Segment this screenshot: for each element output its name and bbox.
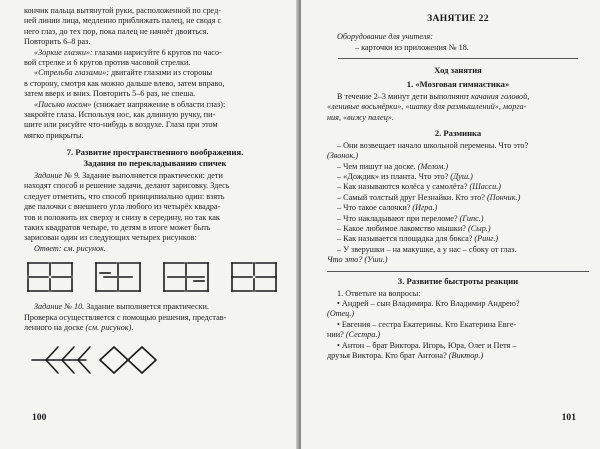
subsection-1-text: [327, 92, 589, 102]
text-line: зарисован один из следующих четырех рисунков:: [24, 233, 197, 243]
riddle-item: [327, 214, 589, 224]
text-line: две палочки с внешнего угла любого из четырёх квадра-: [24, 202, 221, 212]
exercise-text: (снижает напряжение в области глаз):: [91, 99, 226, 109]
bullet-answer: (Сестра.): [345, 330, 381, 340]
text-line: таких квадратов четыре, то детям в итоге может быть: [24, 222, 211, 232]
text-line: [327, 330, 589, 340]
text-fragment: друзья Виктора. Кто брат Антона?: [327, 350, 449, 360]
text-line: «ленивые восьмёрки», «шапку для размышлений», морга-: [327, 102, 527, 112]
right-page-content: [327, 6, 589, 361]
text-line: шите или рисуйте что-нибудь в воздухе. Глаза при этом: [24, 120, 218, 130]
equipment-item: – карточки из приложения № 18.: [355, 42, 469, 52]
riddle-answer: (Сыр.): [467, 224, 491, 234]
riddle-item: – Они возвещает начало школьной перемены. Что это?: [337, 140, 529, 150]
matchstick-figures: [24, 260, 286, 296]
riddle-question: – Какое любимое лакомство мышки?: [337, 224, 468, 234]
equipment-label: Оборудование для учителя:: [337, 32, 433, 42]
text-line: вой стрелке и 6 кругов против часовой стрелки.: [24, 58, 191, 68]
riddle-answer: (Ринг.): [474, 234, 499, 244]
task-10: [24, 302, 286, 312]
text-line: кончик пальца вытянутой руки, расположенной по сред-: [24, 6, 221, 15]
exercise-text: глазами нарисуйте 6 кругов по часо-: [92, 47, 222, 57]
matchstick-figure: [96, 263, 140, 291]
subsection-3-intro: 1. Ответьте на вопросы:: [337, 288, 421, 298]
text-line: Повторить 6–8 раз.: [24, 37, 91, 47]
matchstick-figure: [28, 263, 72, 291]
subsection-2-title: 2. Разминка: [434, 128, 482, 139]
bullet-item: • Евгения – сестра Екатерины. Кто Екатерина Евге-: [337, 319, 517, 329]
task-9-answer: Ответ: см. рисунок.: [34, 243, 106, 253]
riddle-answer: (Душ.): [450, 172, 473, 182]
riddle-question: – Самый толстый друг Незнайки. Кто это?: [337, 192, 487, 202]
riddle-answer: (Пончик.): [486, 192, 521, 202]
text-line: Проверка осуществляется с помощью решения, представ-: [24, 312, 227, 322]
text-line: находят способ и решение задачи, делают зарисовку. Здесь: [24, 181, 230, 191]
exercise-title: «Письмо носом»: [34, 99, 92, 109]
text-line: закройте глаза. Используя нос, как длинную ручку, пи-: [24, 110, 216, 120]
subsection-3-title: 3. Развитие быстроты реакции: [397, 275, 519, 286]
left-page: [0, 0, 298, 449]
exercise-pismo: [24, 100, 286, 110]
left-page-content: [24, 6, 286, 377]
bullet-answer: (Отец.): [327, 309, 355, 319]
text-fragment: ленного на доске: [24, 322, 86, 332]
task-label: Задание № 10.: [34, 302, 85, 312]
figure-reference: (см. рисунок): [85, 322, 132, 332]
riddle-question: – Чем пишут на доске.: [337, 161, 418, 171]
text-line: тов и положить их сверху и снизу в середину, но так как: [24, 212, 220, 222]
exercise-text: двигайте глазами из стороны: [108, 68, 213, 78]
riddles-list: [327, 141, 589, 266]
riddle-item: [327, 172, 589, 182]
page-number: 100: [32, 412, 47, 423]
task-text: Задание выполняется практически.: [84, 302, 209, 312]
riddle-item: [327, 203, 589, 213]
task-text: Задание выполняется практически: дети: [80, 170, 223, 180]
right-page: [301, 0, 600, 449]
riddle-item: [327, 162, 589, 172]
riddle-item: [327, 182, 589, 192]
exercise-strelba: [24, 68, 286, 78]
task-9: [24, 171, 286, 181]
riddle-item: – У зверушки – на макушке, а у нас – сбоку от глаз.: [337, 244, 517, 254]
text-line: затем вверх и вниз. Повторить 5–6 раз, не спеша.: [24, 89, 196, 99]
bullet-item: • Андрей – сын Владимира. Кто Владимир Андрею?: [337, 298, 520, 308]
lesson-title: ЗАНЯТИЕ 22: [427, 13, 489, 24]
arrows-figure: [24, 343, 286, 377]
matchstick-figure: [232, 263, 276, 291]
riddle-answer: (Шасси.): [469, 182, 501, 192]
matchstick-figure: [164, 263, 208, 291]
riddle-question: – Как называются колёса у самолёта?: [337, 182, 470, 192]
task-label: Задание № 9.: [34, 170, 81, 180]
bullet-item: • Антон – брат Виктора. Игорь, Юра, Олег и Петя –: [337, 340, 517, 350]
matchstick-squares-illustration: [24, 260, 286, 296]
riddle-answer: (Игра.): [412, 203, 438, 213]
course-title: Ход занятия: [434, 65, 482, 76]
section-heading-line: Задания по перекладыванию спичек: [83, 158, 227, 169]
divider: [338, 58, 578, 59]
text-line: [327, 351, 589, 361]
riddle-question: – «Дождик» из планта. Что это?: [337, 172, 451, 182]
bullet-answer: (Виктор.): [448, 350, 484, 360]
riddle-answer: (Гипс.): [459, 213, 484, 223]
text-line: следует отметить, что способ принципиально один: взять: [24, 191, 225, 201]
exercise-title: «Стрельба глазами»:: [34, 68, 109, 78]
text-line: мягко прикрыты.: [24, 130, 84, 140]
riddle-answer: (Мелом.): [417, 161, 449, 171]
riddle-question: – Как называется площадка для бокса?: [337, 234, 475, 244]
text-fragment: нии?: [327, 330, 346, 340]
riddle-answer: (Звонок.): [327, 151, 359, 161]
text-fragment: В течение 2–3 минут дети выполняют: [337, 91, 472, 101]
exercise-zorkie: [24, 48, 286, 58]
text-line: в сторону, смотря как можно дальше влево, затем вправо,: [24, 78, 225, 88]
divider: [327, 271, 589, 272]
exercise-title: «Зоркие глазки»:: [34, 47, 93, 57]
matchstick-arrows-illustration: [24, 343, 164, 377]
text-line: ния, «вижу палец».: [327, 112, 394, 122]
section-7-heading: [24, 147, 286, 169]
riddle-answer: Что это? (Уши.): [327, 255, 388, 265]
riddle-question: – Что такое салочки?: [337, 203, 413, 213]
section-heading-line: 7. Развитие пространственного воображения.: [66, 147, 244, 158]
text-line: него глаз, до тех пор, пока палец не начнёт двоиться.: [24, 26, 209, 36]
text-line: [24, 323, 286, 333]
riddle-item: [327, 234, 589, 244]
riddle-question: – Что накладывают при переломе?: [337, 213, 460, 223]
riddle-item: [327, 224, 589, 234]
text-fragment: .: [131, 322, 134, 332]
page-number: 101: [561, 412, 576, 423]
riddle-item: [327, 193, 589, 203]
subsection-1-title: 1. «Мозговая гимнастика»: [406, 79, 510, 90]
exercise-name: качания головой,: [471, 91, 530, 101]
text-line: ней линии лица, медленно приближать палец, не сводя с: [24, 16, 222, 26]
